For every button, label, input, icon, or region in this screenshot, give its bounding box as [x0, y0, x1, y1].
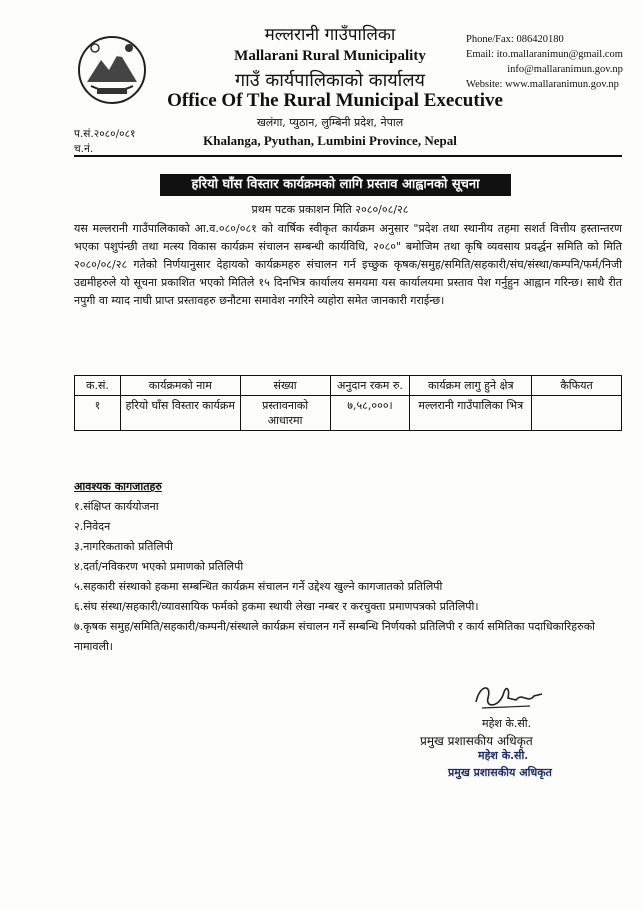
reference-number: प.सं.२०८०/०८१: [74, 128, 136, 140]
table-row: [75, 396, 622, 431]
documents-heading: आवश्यक कागजातहरु: [74, 480, 162, 493]
contact-block: [466, 32, 623, 92]
table-header-cell: संख्या: [240, 376, 330, 396]
stamp-name: महेश के.सी.: [478, 749, 529, 762]
website: Website: www.mallaranimun.gov.np: [466, 79, 619, 90]
table-header-cell: कैफियत: [532, 376, 622, 396]
notice-body: यस मल्लरानी गाउँपालिकाको आ.व.०८०/०८१ को वार्षिक स्वीकृत कार्यक्रम अनुसार "प्रदेश तथा स्थानीय तहमा सशर्त वित्तीय हस्तान्तरण भएका पशुपंन्छी तथा मत्स्य विकास कार्यक्रम संचालन सम्बन्धी कार्यविधि, २०८०" बमोजिम तथा कृषि व्यवसाय प्रवर्द्धन समिति को मिति २०८०/०८/२८ गतेको निर्णयानुसार देहायको कार्यक्रमहरु संचालन गर्न इच्छुक कृषक/समुह/समिति/सहकारी/संघ/संस्था/कम्पनि/फर्म/निजी उद्यमीहरुले यो सूचना प्रकाशित भएको मितिले १५ दिनभित्र कार्यालय समयमा यस कार्यालयमा प्रस्ताव पेश गर्नुहुन आह्वान गरिन्छ। साथै रीत नपुगी वा म्याद नाघी प्राप्त प्रस्तावहरु छनौटमा समावेश नगरिने व्यहोरा समेत जानकारी गराईन्छ।: [74, 222, 622, 307]
table-header-row: [75, 376, 622, 396]
table-header-cell: कार्यक्रम लागु हुने क्षेत्र: [410, 376, 532, 396]
table-cell: १: [75, 396, 121, 431]
signatory-name: महेश के.सी.: [482, 717, 532, 730]
office-name-english: Office Of The Rural Municipal Executive: [167, 90, 503, 111]
nepal-emblem-icon: [73, 30, 151, 108]
list-item: २.निवेदन: [74, 520, 111, 533]
list-item: ३.नागरिकताको प्रतिलिपी: [74, 540, 173, 553]
program-table: [74, 375, 622, 431]
list-item: ६.संघ संस्था/सहकारी/व्यावसायिक फर्मको हकमा स्थायी लेखा नम्बर र करचुक्ता प्रमाणपत्रको प्रतिलिपी।: [74, 600, 479, 613]
table-cell: ७,५८,०००।: [330, 396, 410, 431]
table-cell: मल्लरानी गाउँपालिका भित्र: [410, 396, 532, 431]
documents-list: [74, 497, 622, 657]
reference-numbers: [74, 127, 136, 157]
municipality-name-english: Mallarani Rural Municipality: [234, 48, 426, 64]
email-secondary: info@mallaranimun.gov.np: [507, 64, 623, 75]
phone-fax: Phone/Fax: 086420180: [466, 34, 564, 45]
publication-date: प्रथम पटक प्रकाशन मिति २०८०/०८/२८: [251, 203, 409, 216]
table-header-cell: कार्यक्रमको नाम: [120, 376, 240, 396]
table-cell: हरियो घाँस विस्तार कार्यक्रम: [120, 396, 240, 431]
signatory-title: प्रमुख प्रशासकीय अधिकृत: [420, 734, 533, 748]
municipality-name-nepali: मल्लरानी गाउँपालिका: [264, 25, 396, 45]
table-header-cell: अनुदान रकम रु.: [330, 376, 410, 396]
address-english: Khalanga, Pyuthan, Lumbini Province, Nepal: [203, 133, 457, 148]
office-name-nepali: गाउँ कार्यपालिकाको कार्यालय: [235, 70, 425, 91]
dispatch-number: च.नं.: [74, 143, 94, 155]
header-divider: [74, 155, 622, 157]
table-cell: प्रस्तावनाको आधारमा: [240, 396, 330, 431]
stamp-title: प्रमुख प्रशासकीय अधिकृत: [448, 766, 552, 779]
list-item: ४.दर्ता/नविकरण भएको प्रमाणको प्रतिलिपी: [74, 560, 244, 573]
list-item: ५.सहकारी संस्थाको हकमा सम्बन्धित कार्यक्रम संचालन गर्ने उद्देश्य खुल्ने कागजातको प्रतिलिपी: [74, 580, 443, 593]
email-primary: Email: ito.mallaranimun@gmail.com: [466, 49, 623, 60]
handwritten-signature: [470, 678, 548, 716]
address-nepali: खलंगा, प्युठान, लुम्बिनी प्रदेश, नेपाल: [256, 116, 404, 129]
list-item: ७.कृषक समुह/समिति/सहकारी/कम्पनी/संस्थाले कार्यक्रम संचालन गर्ने सम्बन्धि निर्णयको प्रतिलिपी र कार्य समितिका पदाधिकारिहरुको नामावली।: [74, 620, 596, 653]
table-header-cell: क.सं.: [75, 376, 121, 396]
notice-title: हरियो घाँस विस्तार कार्यक्रमको लागि प्रस्ताव आह्वानको सूचना: [160, 174, 511, 196]
table-cell: [532, 396, 622, 431]
list-item: १.संक्षिप्त कार्ययोजना: [74, 500, 159, 513]
